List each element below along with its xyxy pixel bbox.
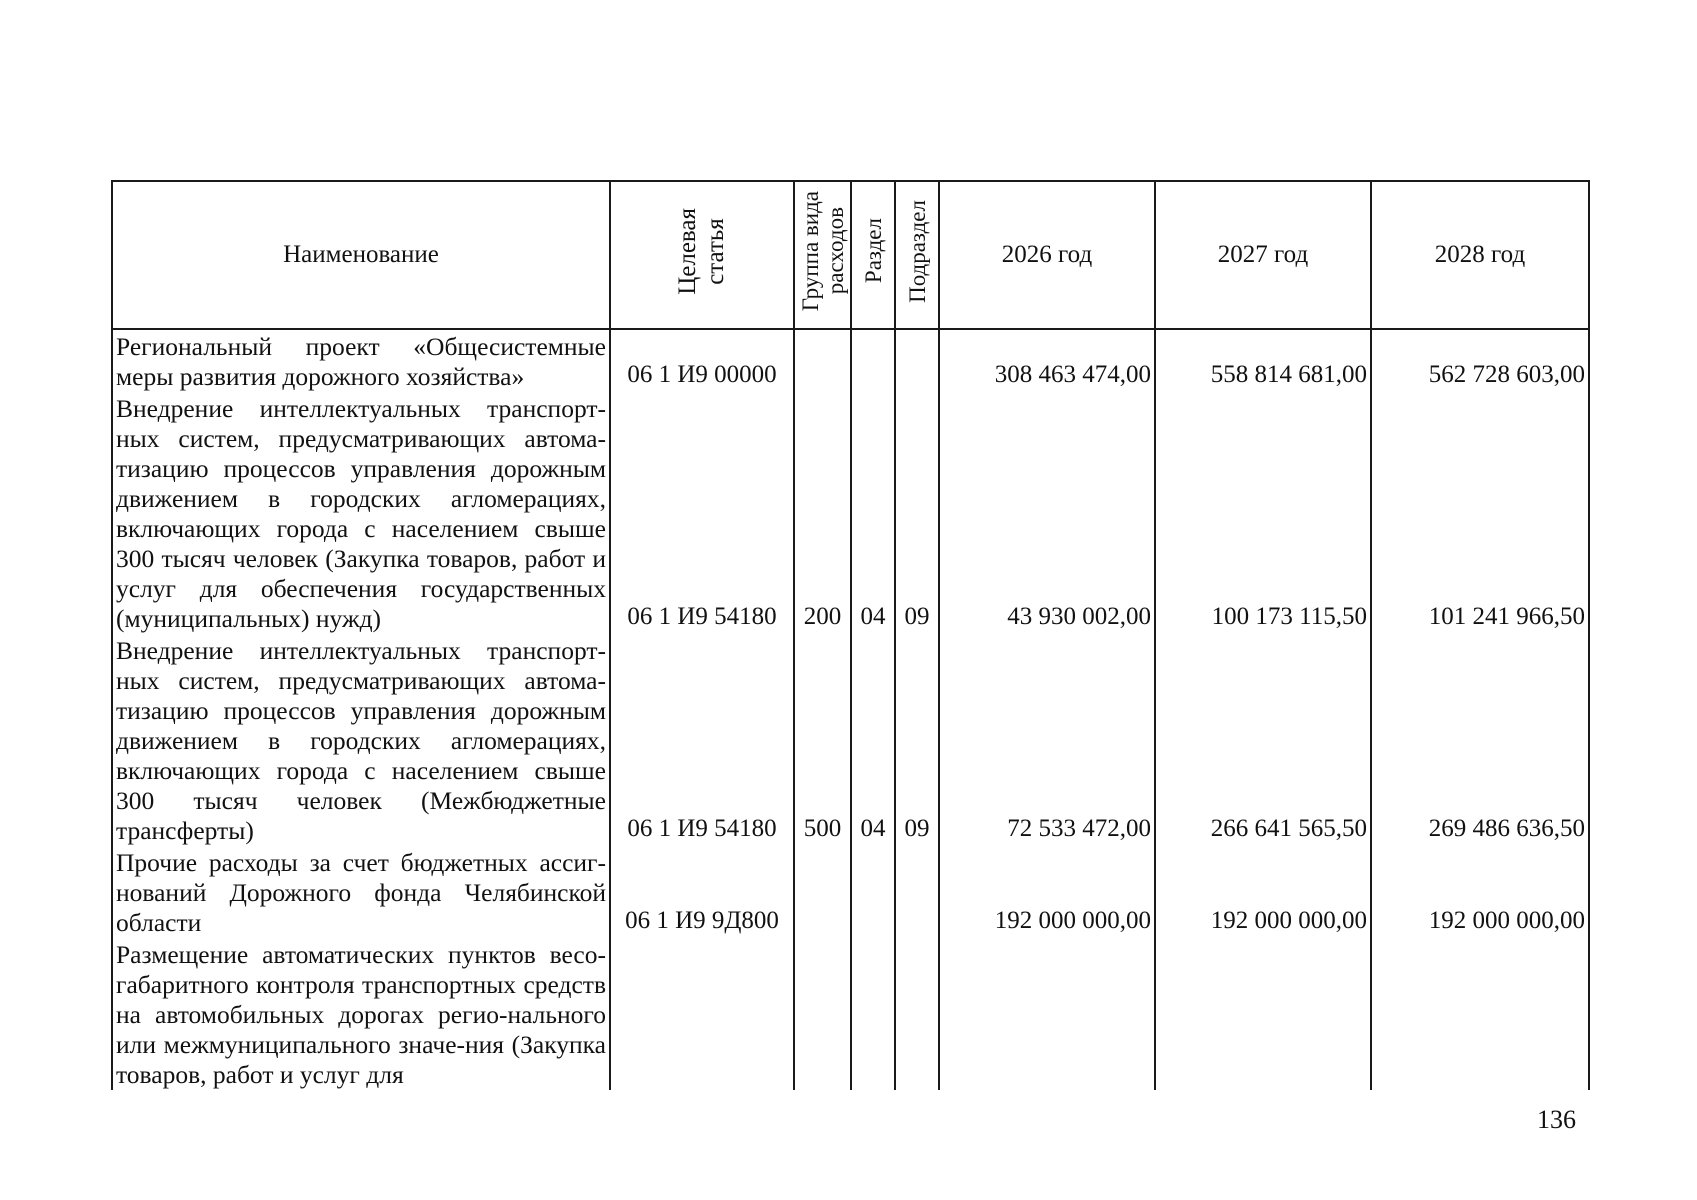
table-row	[112, 938, 1589, 1090]
row-target-article: 06 1 И9 00000	[610, 329, 794, 392]
row-target-article: 06 1 И9 54180	[610, 392, 794, 634]
row-section	[851, 938, 895, 1090]
row-subsection: 09	[895, 634, 939, 846]
table-row	[112, 329, 1589, 392]
row-target-article	[610, 938, 794, 1090]
row-amount-2028: 562 728 603,00	[1371, 329, 1589, 392]
row-expense-group	[794, 846, 851, 938]
row-amount-2026: 308 463 474,00	[939, 329, 1155, 392]
row-amount-2026	[939, 938, 1155, 1090]
table-body	[112, 329, 1589, 1090]
header-subsection: Подраздел	[895, 181, 939, 329]
table-row	[112, 634, 1589, 846]
row-expense-group	[794, 329, 851, 392]
row-expense-group: 200	[794, 392, 851, 634]
row-name: Внедрение интеллектуальных транспорт-ных систем, предусматривающих автома-тизацию процессов управления дорожным движением в городских агломерациях, включающих города с населением свыше 300 тысяч человек (Межбюджетные трансферты)	[112, 634, 610, 846]
budget-table	[111, 180, 1590, 1090]
row-target-article: 06 1 И9 9Д800	[610, 846, 794, 938]
row-subsection	[895, 329, 939, 392]
table-row	[112, 846, 1589, 938]
row-amount-2027	[1155, 938, 1371, 1090]
row-amount-2028: 192 000 000,00	[1371, 846, 1589, 938]
header-2026: 2026 год	[939, 181, 1155, 329]
row-subsection	[895, 938, 939, 1090]
table-header	[112, 181, 1589, 329]
header-2027: 2027 год	[1155, 181, 1371, 329]
row-amount-2026: 43 930 002,00	[939, 392, 1155, 634]
table-row	[112, 392, 1589, 634]
header-2028: 2028 год	[1371, 181, 1589, 329]
row-name: Внедрение интеллектуальных транспорт-ных систем, предусматривающих автома-тизацию процессов управления дорожным движением в городских агломерациях, включающих города с населением свыше 300 тысяч человек (Закупка товаров, работ и услуг для обеспечения государственных (муниципальных) нужд)	[112, 392, 610, 634]
row-name: Региональный проект «Общесистемные меры развития дорожного хозяйства»	[112, 329, 610, 392]
row-amount-2027: 266 641 565,50	[1155, 634, 1371, 846]
row-section: 04	[851, 392, 895, 634]
row-expense-group: 500	[794, 634, 851, 846]
row-amount-2027: 192 000 000,00	[1155, 846, 1371, 938]
row-amount-2028: 101 241 966,50	[1371, 392, 1589, 634]
row-section	[851, 846, 895, 938]
row-name: Размещение автоматических пунктов весо-габаритного контроля транспортных средств на автомобильных дорогах регио-нального или межмуниципального значе-ния (Закупка товаров, работ и услуг для	[112, 938, 610, 1090]
row-amount-2026: 72 533 472,00	[939, 634, 1155, 846]
row-section	[851, 329, 895, 392]
row-section: 04	[851, 634, 895, 846]
row-target-article: 06 1 И9 54180	[610, 634, 794, 846]
header-expense-group: Группа вида расходов	[794, 181, 851, 329]
header-target-article: Целевая статья	[610, 181, 794, 329]
row-amount-2028: 269 486 636,50	[1371, 634, 1589, 846]
row-subsection	[895, 846, 939, 938]
header-name: Наименование	[112, 181, 610, 329]
row-expense-group	[794, 938, 851, 1090]
row-subsection: 09	[895, 392, 939, 634]
row-amount-2028	[1371, 938, 1589, 1090]
header-section: Раздел	[851, 181, 895, 329]
row-amount-2027: 558 814 681,00	[1155, 329, 1371, 392]
page-number: 136	[1537, 1105, 1576, 1134]
row-amount-2026: 192 000 000,00	[939, 846, 1155, 938]
row-amount-2027: 100 173 115,50	[1155, 392, 1371, 634]
row-name: Прочие расходы за счет бюджетных ассиг-нований Дорожного фонда Челябинской области	[112, 846, 610, 938]
